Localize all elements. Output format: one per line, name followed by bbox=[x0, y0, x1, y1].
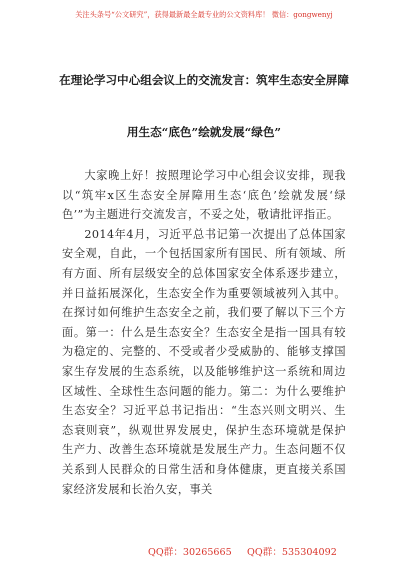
body-paragraph-1: 大家晚上好！按照理论学习中心组会议安排，现我以“筑牢x区生态安全屏障用生态‘底色’绘就发展‘绿色’”为主题进行交流发言，不妥之处，敬请批评指正。 bbox=[62, 169, 346, 222]
document-body bbox=[62, 166, 346, 499]
document-title-line-2: 用生态“底色”绘就发展“绿色” bbox=[126, 125, 282, 139]
document-title-line-1: 在理论学习中心组会议上的交流发言：筑牢生态安全屏障 bbox=[59, 73, 349, 87]
qq-group-2: QQ群：535304092 bbox=[247, 547, 337, 558]
promo-header: 关注头条号“公文研究”，获得最新最全最专业的公文资料库！ 微信：gongwenyj bbox=[75, 10, 333, 19]
qq-group-1: QQ群：30265665 bbox=[148, 547, 232, 558]
body-paragraph-2: 2014年4月，习近平总书记第一次提出了总体国家安全观，自此，一个包括国家所有国民、所有领域、所有方面、所有层级安全的总体国家安全体系逐步建立，并日益拓展深化，生态安全作为重要领域被列入其中。在探讨如何维护生态安全之前，我们要了解以下三个方面。第一：什么是生态安全？生态安全是指一国具有较为稳定的、完整的、不受或者少受威胁的、能够支撑国家生存发展的生态系统，以及能够维护这一系统和周边区域性、全球性生态问题的能力。第二：为什么要维护生态安全？习近平总书记指出：“生态兴则文明兴、生态衰则衰”，纵观世界发展史，保护生态环境就是保护生产力、改善生态环境就是发展生产力。生态问题不仅关系到人民群众的日常生活和身体健康，更直接关系国家经济发展和长治久安，事关 bbox=[62, 227, 346, 496]
